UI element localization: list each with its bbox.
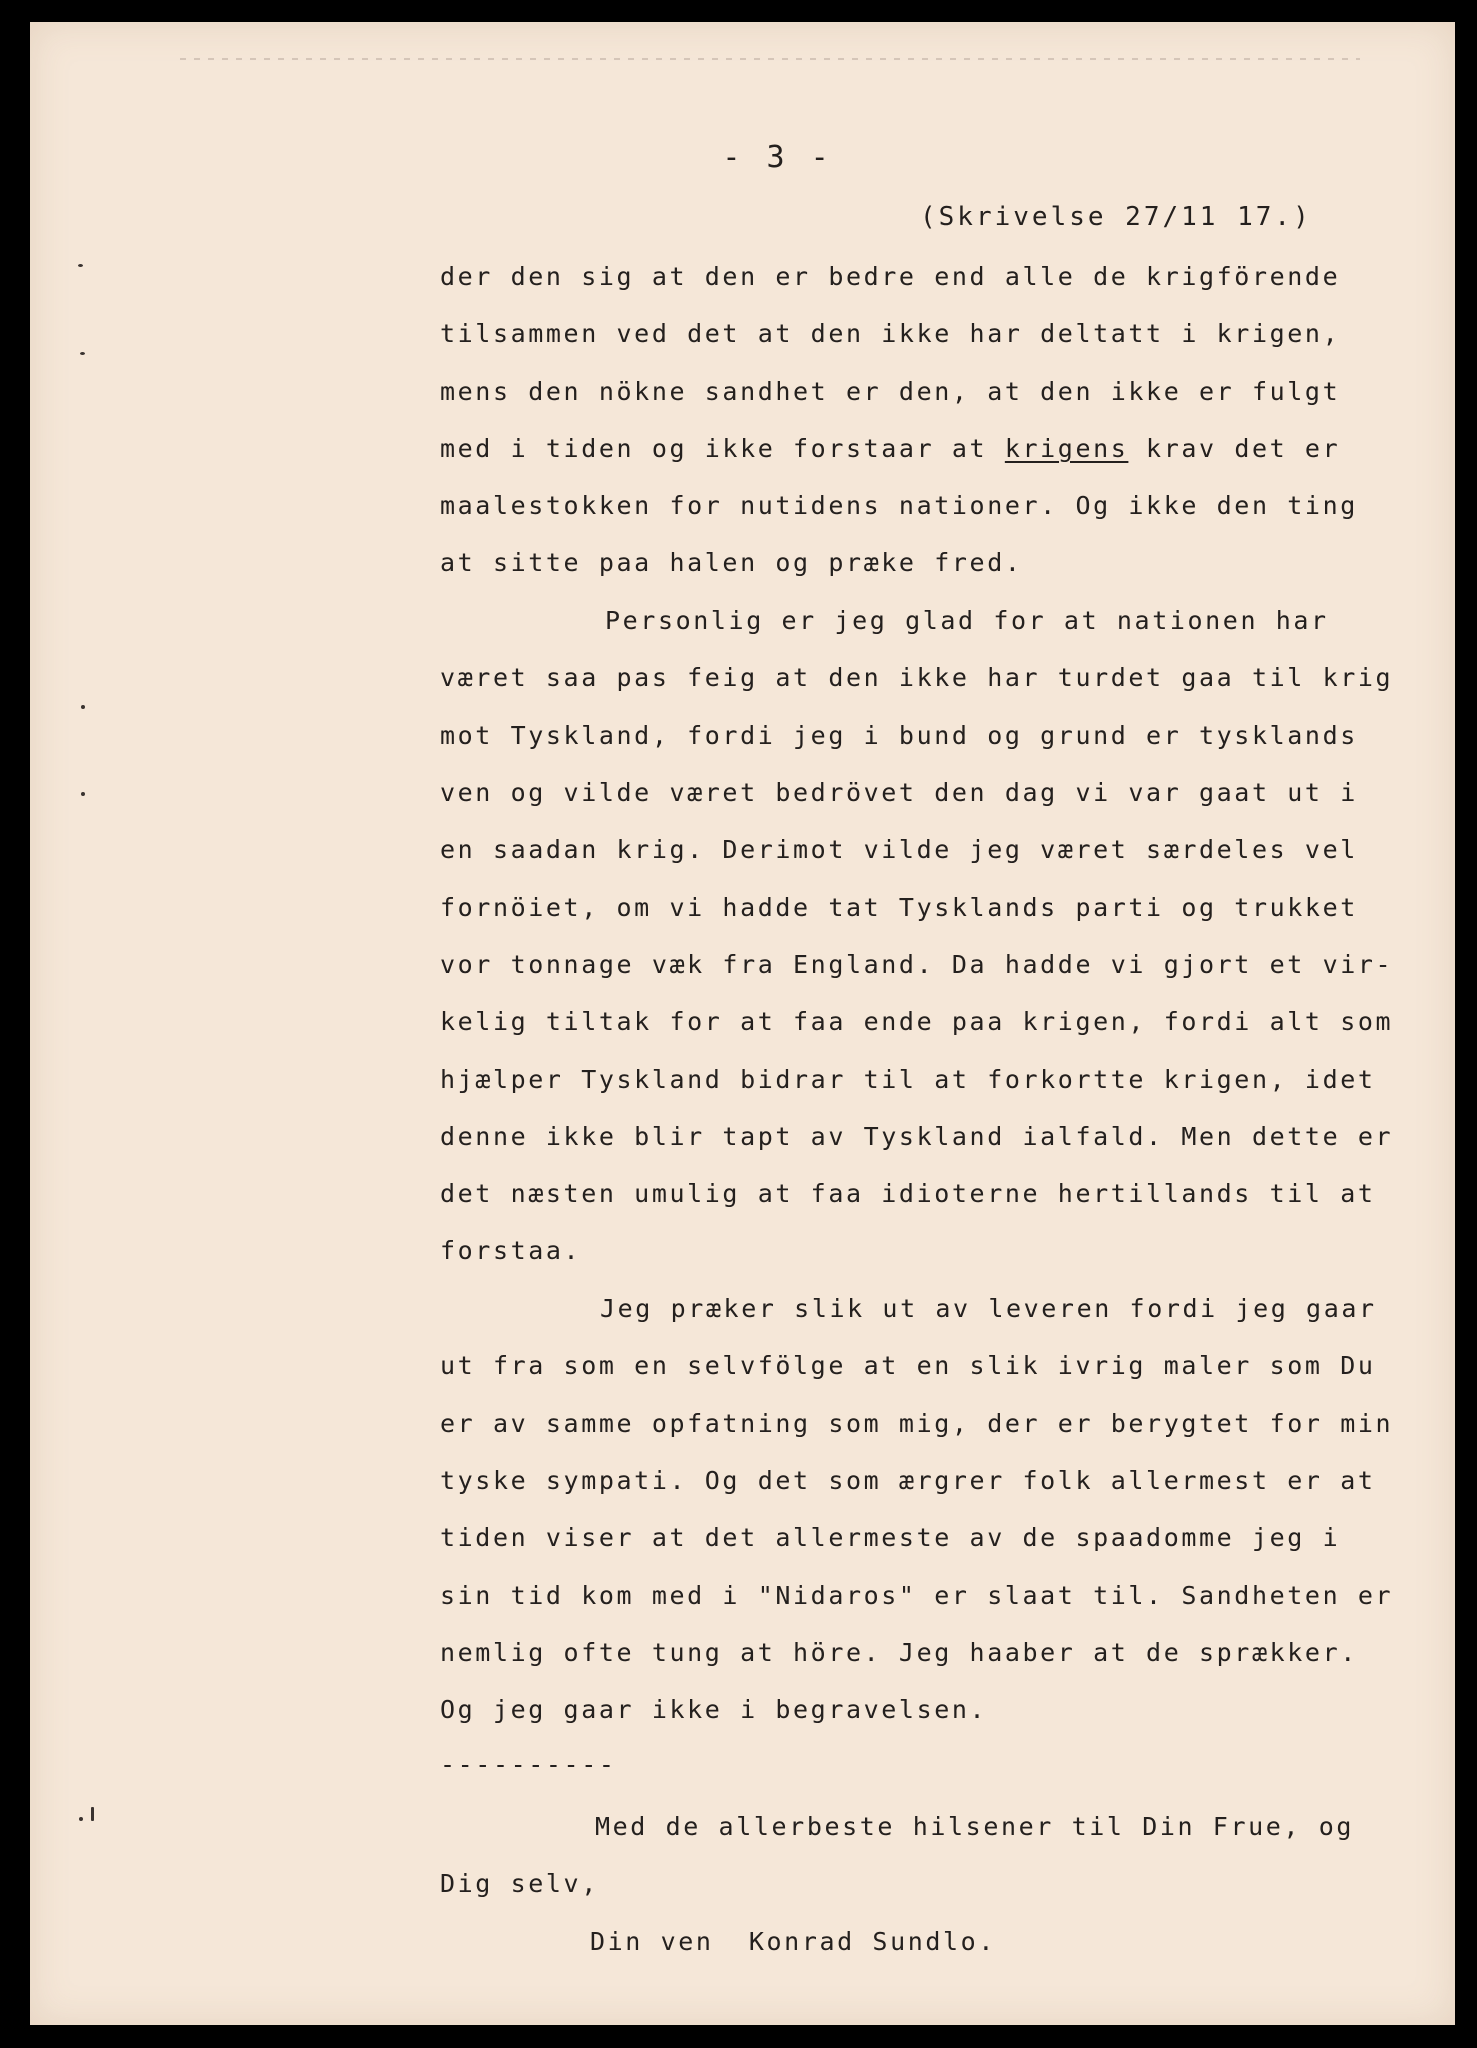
text-line: Og jeg gaar ikke i begravelsen. xyxy=(440,1695,988,1724)
text-line: ut fra som en selvfölge at en slik ivrig maler som Du xyxy=(440,1351,1376,1380)
margin-mark xyxy=(81,792,85,796)
margin-mark xyxy=(78,264,83,267)
text-line: Personlig er jeg glad for at nationen har xyxy=(605,606,1329,635)
text-line: forstaa. xyxy=(440,1236,582,1265)
text-line: hjælper Tyskland bidrar til at forkortte krigen, idet xyxy=(440,1065,1376,1094)
text-line: tilsammen ved det at den ikke har deltatt i krigen, xyxy=(440,319,1341,348)
letter-reference: (Skrivelse 27/11 17.) xyxy=(920,202,1312,232)
text-line: tiden viser at det allermeste av de spaadomme jeg i xyxy=(440,1523,1341,1552)
text-line: nemlig ofte tung at höre. Jeg haaber at de sprækker. xyxy=(440,1638,1358,1667)
text-line: mens den nökne sandhet er den, at den ikke er fulgt xyxy=(440,377,1341,406)
document-page xyxy=(30,22,1455,2025)
text-line: maalestokken for nutidens nationer. Og ikke den ting xyxy=(440,491,1358,520)
text-line: tyske sympati. Og det som ærgrer folk allermest er at xyxy=(440,1466,1376,1495)
text-line: ven og vilde været bedrövet den dag vi var gaat ut i xyxy=(440,778,1358,807)
text-line: været saa pas feig at den ikke har turdet gaa til krig xyxy=(440,663,1394,692)
margin-mark xyxy=(91,1807,94,1821)
separator-line: ---------- xyxy=(440,1750,617,1779)
text-line: denne ikke blir tapt av Tyskland ialfald. Men dette er xyxy=(440,1122,1394,1151)
text-line: at sitte paa halen og præke fred. xyxy=(440,548,1023,577)
closing-greeting-cont: Dig selv, xyxy=(440,1869,599,1898)
text-line: Jeg præker slik ut av leveren fordi jeg gaar xyxy=(600,1294,1377,1323)
text-line: en saadan krig. Derimot vilde jeg været særdeles vel xyxy=(440,835,1358,864)
text-line: der den sig at den er bedre end alle de krigförende xyxy=(440,262,1341,291)
text-line: er av samme opfatning som mig, der er berygtet for min xyxy=(440,1409,1394,1438)
text-segment: krav det er xyxy=(1128,434,1341,463)
text-line: kelig tiltak for at faa ende paa krigen, fordi alt som xyxy=(440,1007,1394,1036)
underlined-word: krigens xyxy=(1004,434,1129,463)
text-line xyxy=(440,434,1340,463)
text-line: det næsten umulig at faa idioterne hertillands til at xyxy=(440,1179,1376,1208)
margin-mark xyxy=(80,352,85,355)
margin-mark xyxy=(79,1817,83,1821)
signature: Din ven Konrad Sundlo. xyxy=(590,1927,996,1956)
page-number: - 3 - xyxy=(722,140,833,175)
text-line: sin tid kom med i "Nidaros" er slaat til. Sandheten er xyxy=(440,1581,1394,1610)
margin-mark xyxy=(81,705,85,709)
text-line: mot Tyskland, fordi jeg i bund og grund er tysklands xyxy=(440,721,1358,750)
closing-greeting: Med de allerbeste hilsener til Din Frue, og xyxy=(595,1812,1355,1841)
faint-top-rule xyxy=(180,58,1360,60)
text-line: vor tonnage væk fra England. Da hadde vi gjort et vir- xyxy=(440,950,1394,979)
text-segment: med i tiden og ikke forstaar at xyxy=(440,434,1005,463)
text-line: fornöiet, om vi hadde tat Tysklands parti og trukket xyxy=(440,893,1358,922)
